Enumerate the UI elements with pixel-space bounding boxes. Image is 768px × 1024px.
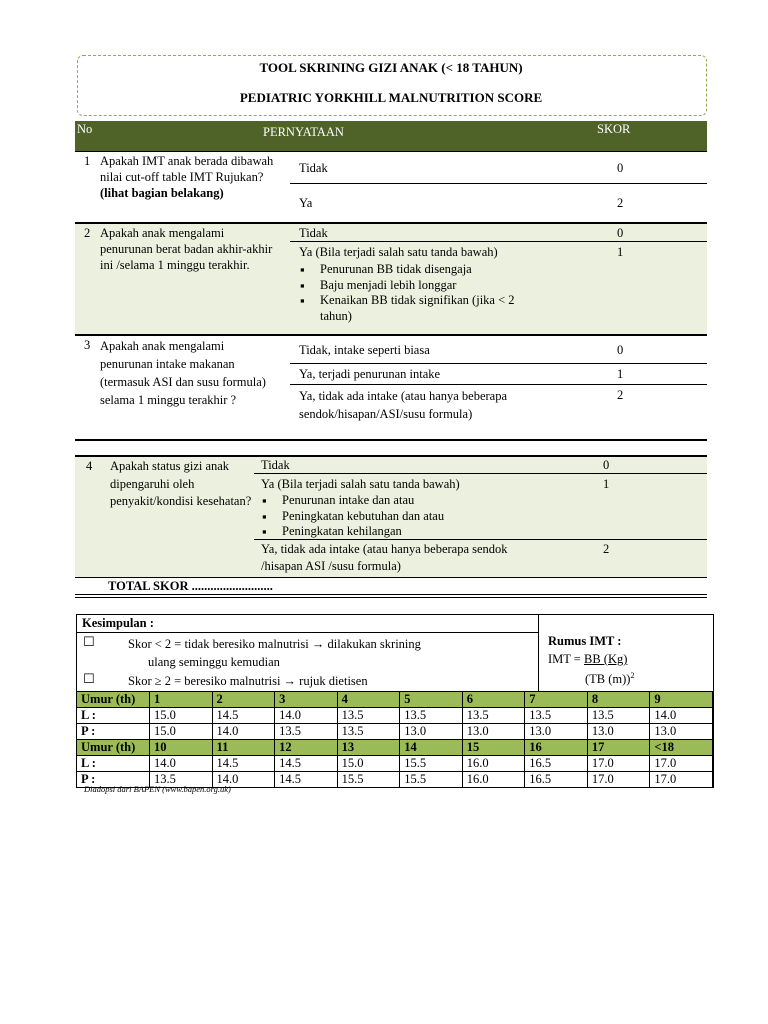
table-cell: 15.0: [150, 724, 213, 740]
q3-question: Apakah anak mengalami penurunan intake makanan (termasuk ASI dan susu formula) selama 1 minggu terakhir ?: [100, 339, 266, 407]
table-cell: 11: [212, 740, 275, 756]
imt-reference-table: [76, 691, 713, 788]
list-item: ▪ Penurunan BB tidak disengaja: [300, 262, 530, 278]
table-cell: 8: [587, 692, 650, 708]
table-cell: 3: [275, 692, 338, 708]
table-cell: 5: [400, 692, 463, 708]
table-cell: 16.5: [525, 772, 588, 788]
table-cell: 17.0: [650, 756, 713, 772]
table-cell: 13.5: [337, 724, 400, 740]
table-cell: 13.0: [400, 724, 463, 740]
q4-option-tidak: Tidak: [261, 458, 290, 472]
conclusion-item-1: Skor < 2 = tidak beresiko malnutrisi → dilakukan skrining: [128, 637, 421, 651]
q2-option-ya: Ya (Bila terjadi salah satu tanda bawah): [299, 245, 498, 259]
q3-option-penurunan: Ya, terjadi penurunan intake: [299, 367, 441, 381]
table-cell: <18: [650, 740, 713, 756]
header-pernyataan: PERNYATAAN: [263, 125, 344, 139]
table-cell: 16: [525, 740, 588, 756]
q4-option-tidak-ada: Ya, tidak ada intake (atau hanya beberapa sendok /hisapan ASI /susu formula): [261, 542, 508, 573]
title-line-2: PEDIATRIC YORKHILL MALNUTRITION SCORE: [239, 90, 543, 105]
q4-number: 4: [86, 459, 93, 473]
q2-option-tidak: Tidak: [299, 226, 328, 240]
table-cell: 13.0: [462, 724, 525, 740]
list-item: ▪ Kenaikan BB tidak signifikan (jika < 2 tahun): [300, 293, 530, 324]
table-cell: 17.0: [587, 756, 650, 772]
table-cell: 16.0: [462, 756, 525, 772]
table-cell: 16.0: [462, 772, 525, 788]
q3-score-tidak: 0: [617, 343, 624, 357]
table-cell: 14.0: [150, 756, 213, 772]
q4-score-tidak-ada: 2: [603, 542, 610, 556]
checkbox-icon[interactable]: ☐: [83, 635, 95, 650]
q3-option-tidak-ada: Ya, tidak ada intake (atau hanya beberapa sendok/hisapan/ASI/susu formula): [299, 389, 508, 421]
table-cell: 7: [525, 692, 588, 708]
row-label: L :: [77, 708, 150, 724]
table-cell: 13.5: [462, 708, 525, 724]
total-score: TOTAL SKOR ..........................: [108, 579, 273, 593]
row-label: Umur (th): [77, 740, 150, 756]
table-cell: 15.5: [400, 756, 463, 772]
row-label: Umur (th): [77, 692, 150, 708]
header-no: No: [77, 122, 93, 136]
formula-denominator: (TB (m))$^2$: [585, 671, 635, 687]
table-cell: 15.0: [150, 708, 213, 724]
q1-number: 1: [84, 154, 91, 168]
list-item: ▪ Baju menjadi lebih longgar: [300, 278, 530, 294]
formula-title: Rumus IMT :: [548, 634, 622, 648]
table-cell: 2: [212, 692, 275, 708]
table-cell: 13.0: [650, 724, 713, 740]
table-cell: 13: [337, 740, 400, 756]
q2-score-tidak: 0: [617, 226, 624, 240]
table-cell: 6: [462, 692, 525, 708]
table-cell: 14.5: [212, 756, 275, 772]
table-cell: 15.0: [337, 756, 400, 772]
table-cell: 13.5: [337, 708, 400, 724]
table-row: [77, 708, 713, 724]
q1-option-tidak: Tidak: [299, 161, 328, 175]
table-cell: 14.5: [275, 756, 338, 772]
table-row: [77, 724, 713, 740]
q3-number: 3: [84, 338, 91, 352]
table-cell: 14.0: [650, 708, 713, 724]
list-item: ▪ Peningkatan kehilangan: [262, 524, 512, 540]
q2-score-ya: 1: [617, 245, 624, 259]
formula-numerator: BB (Kg): [584, 652, 628, 666]
q1-score-tidak: 0: [617, 161, 624, 175]
table-cell: 13.0: [587, 724, 650, 740]
table-cell: 14.0: [212, 724, 275, 740]
row-label: L :: [77, 756, 150, 772]
header-skor: SKOR: [597, 122, 631, 136]
table-cell: 9: [650, 692, 713, 708]
table-cell: 17.0: [650, 772, 713, 788]
q1-question: Apakah IMT anak berada dibawah nilai cut-off table IMT Rujukan? (lihat bagian belakang): [100, 154, 274, 200]
table-cell: 4: [337, 692, 400, 708]
conclusion-item-1-cont: ulang seminggu kemudian: [148, 655, 280, 669]
table-cell: 13.5: [525, 708, 588, 724]
q4-bullet-list: [262, 493, 512, 540]
conclusion-title: Kesimpulan :: [82, 616, 154, 630]
table-cell: 1: [150, 692, 213, 708]
table-cell: 14.5: [212, 708, 275, 724]
table-cell: 13.5: [587, 708, 650, 724]
checkbox-icon[interactable]: ☐: [83, 672, 95, 687]
q3-score-penurunan: 1: [617, 367, 624, 381]
table-cell: 14: [400, 740, 463, 756]
q3-score-tidak-ada: 2: [617, 388, 624, 402]
q2-bullet-list: [300, 262, 530, 324]
q4-score-tidak: 0: [603, 458, 610, 472]
title-line-1: TOOL SKRINING GIZI ANAK (< 18 TAHUN): [259, 60, 523, 75]
table-cell: 13.5: [400, 708, 463, 724]
table-cell: 15: [462, 740, 525, 756]
table-cell: 16.5: [525, 756, 588, 772]
table-cell: 13.5: [275, 724, 338, 740]
conclusion-item-2: Skor ≥ 2 = beresiko malnutrisi → rujuk dietisen: [128, 674, 368, 688]
list-item: ▪ Penurunan intake dan atau: [262, 493, 512, 509]
q2-question: Apakah anak mengalami penurunan berat badan akhir-akhir ini /selama 1 minggu terakhir.: [100, 226, 273, 272]
table-header: [75, 121, 707, 152]
formula-equation: IMT = BB (Kg): [548, 652, 628, 666]
q1-option-ya: Ya: [299, 196, 313, 210]
table-row: [77, 756, 713, 772]
table-cell: 17: [587, 740, 650, 756]
q3-option-tidak: Tidak, intake seperti biasa: [299, 343, 430, 357]
q4-question: Apakah status gizi anak dipengaruhi oleh penyakit/kondisi kesehatan?: [110, 459, 252, 508]
table-cell: 14.0: [275, 708, 338, 724]
table-cell: 14.0: [212, 772, 275, 788]
table-row: [77, 692, 713, 708]
table-cell: 15.5: [400, 772, 463, 788]
footnote: Diadopsi dari BAPEN (www.bapen.org.uk): [84, 784, 231, 794]
row-label: P :: [77, 724, 150, 740]
table-cell: 17.0: [587, 772, 650, 788]
table-cell: 12: [275, 740, 338, 756]
list-item: ▪ Peningkatan kebutuhan dan atau: [262, 509, 512, 525]
q4-score-ya: 1: [603, 477, 610, 491]
row-label: P :: [77, 772, 150, 788]
table-cell: 15.5: [337, 772, 400, 788]
table-cell: 14.5: [275, 772, 338, 788]
q1-score-ya: 2: [617, 196, 624, 210]
table-row: [77, 740, 713, 756]
q4-option-ya: Ya (Bila terjadi salah satu tanda bawah): [261, 477, 460, 491]
table-cell: 13.5: [150, 772, 213, 788]
q2-number: 2: [84, 226, 91, 240]
table-cell: 13.0: [525, 724, 588, 740]
table-cell: 10: [150, 740, 213, 756]
